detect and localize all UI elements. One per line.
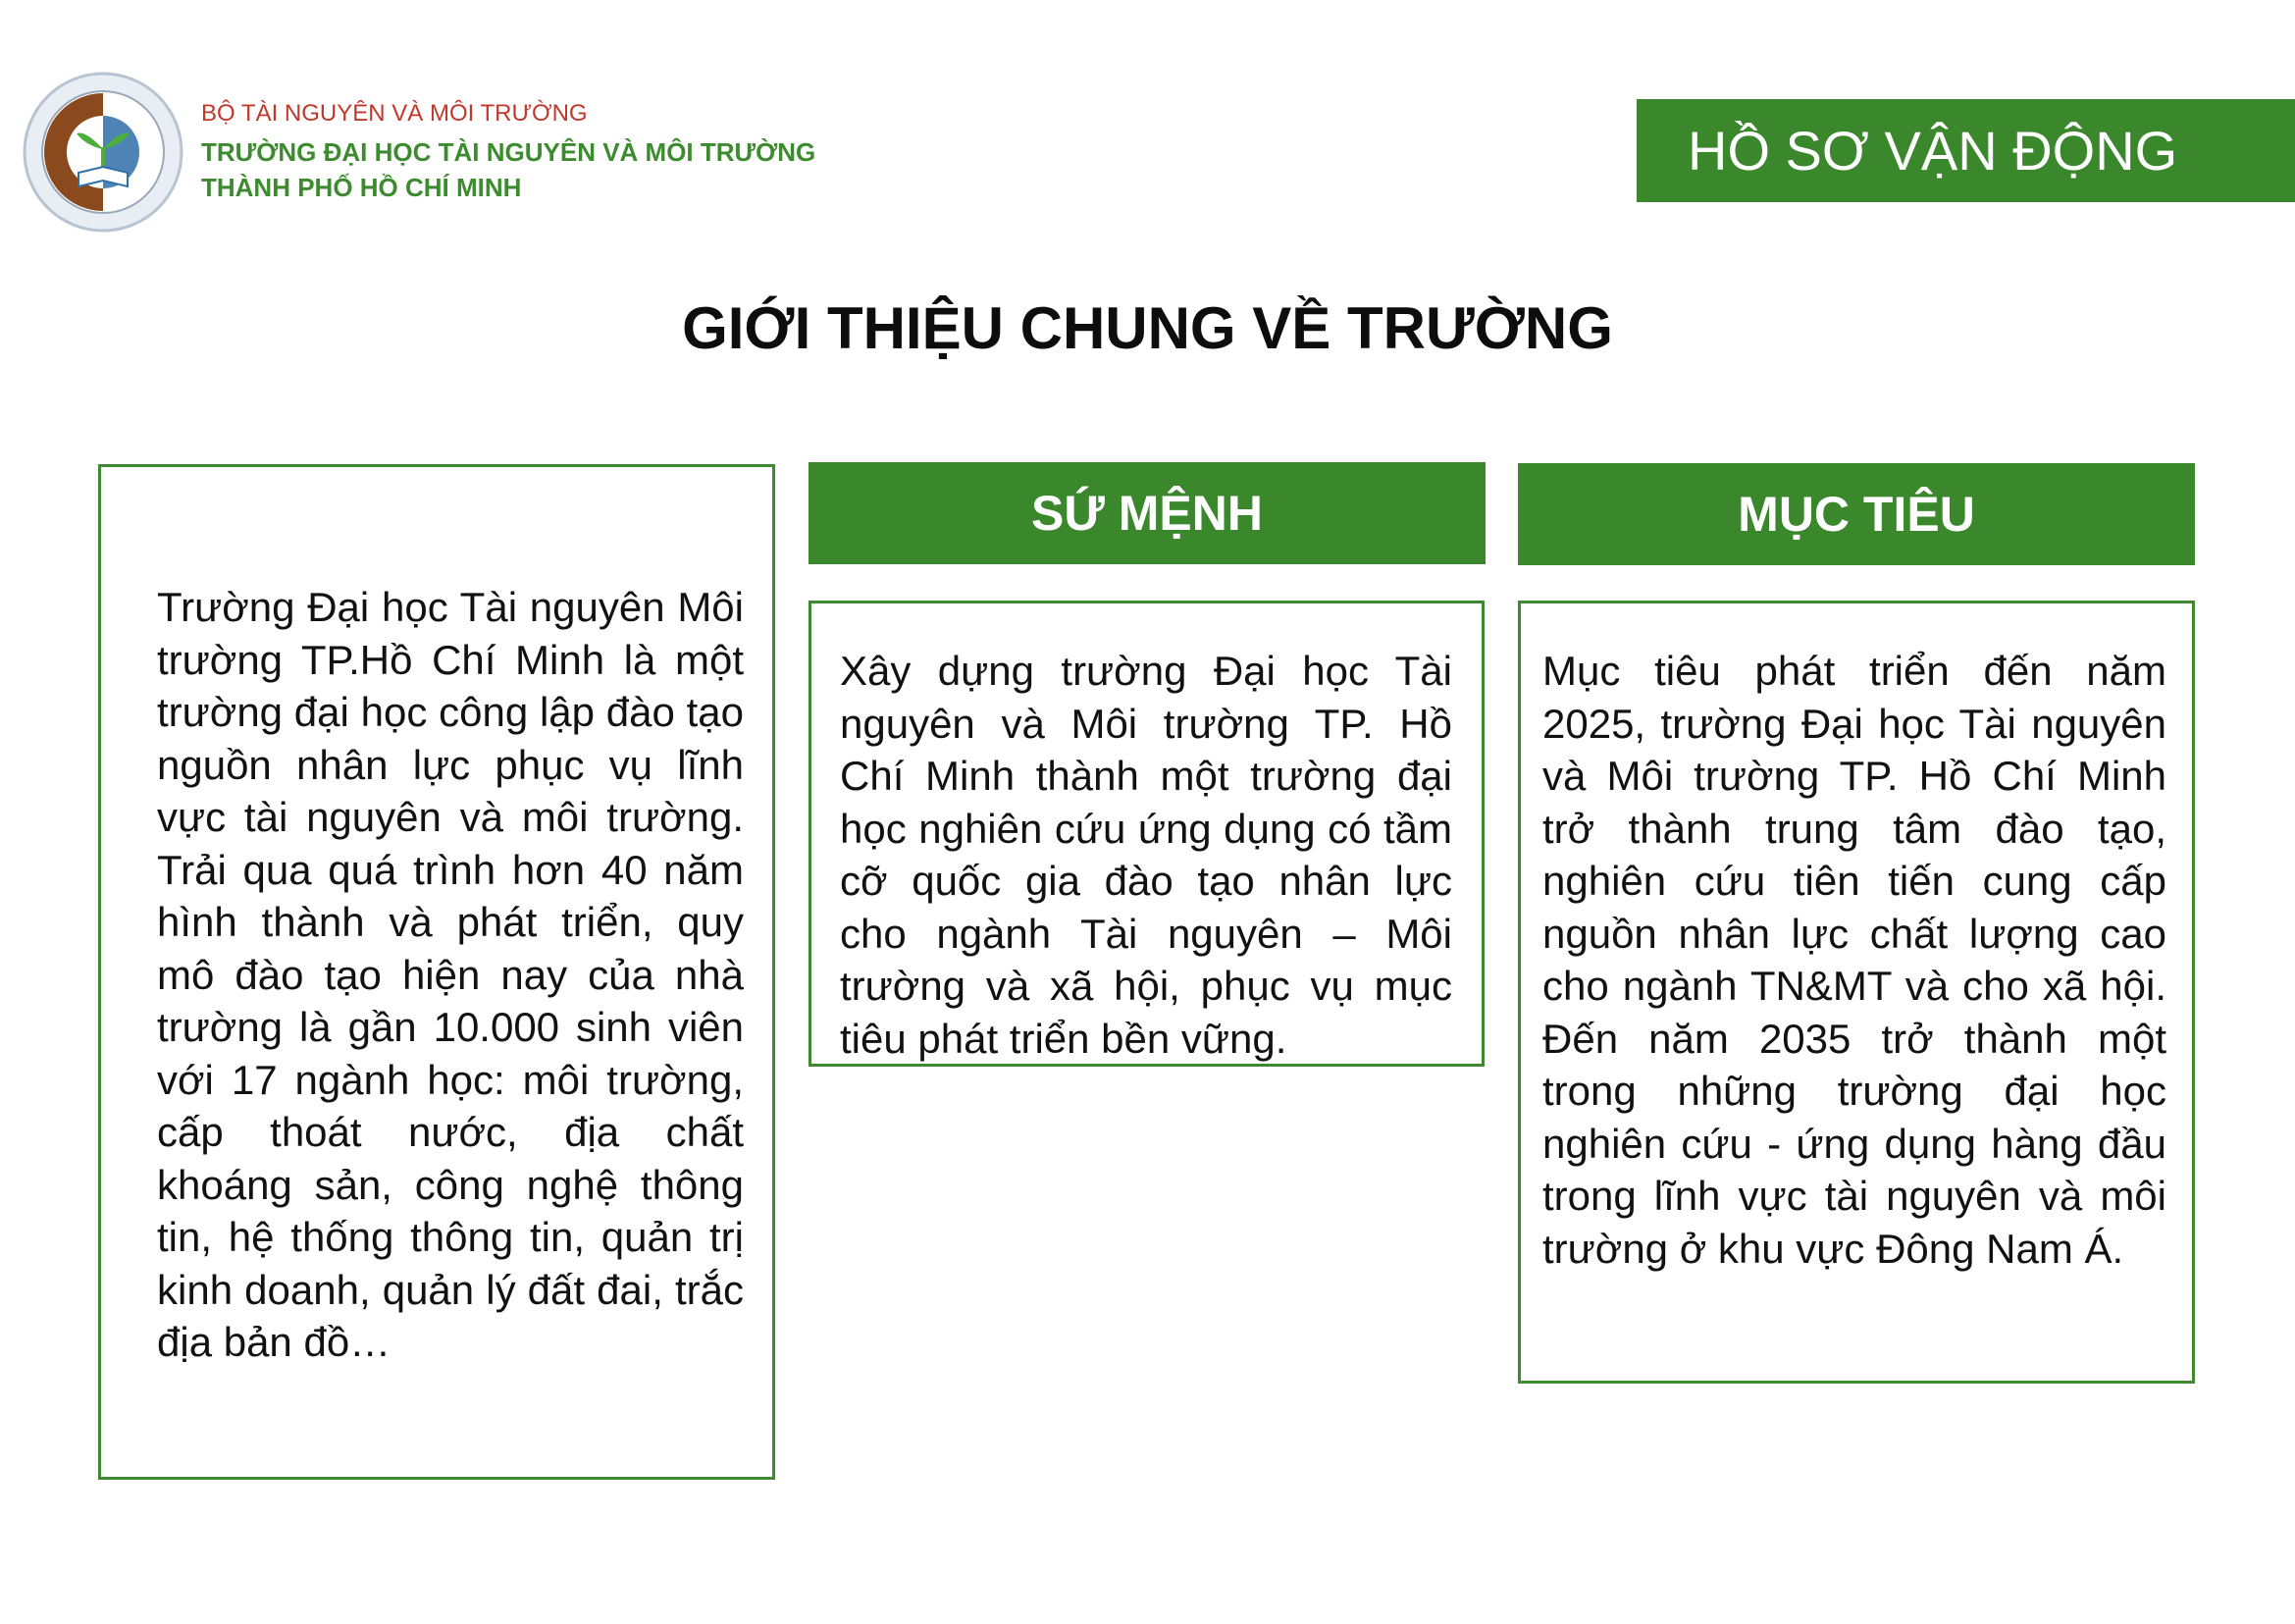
goals-text: Mục tiêu phát triển đến năm 2025, trường Đại học Tài nguyên và Môi trường TP. Hồ Chí Minh trở thành trung tâm đào tạo, nghiên cứu tiên tiến cung cấp nguồn nhân lực chất lượng cao cho ngành TN&MT và cho xã hội. Đến năm 2035 trở thành một trong những trường đại học nghiên cứu - ứng dụng hàng đầu trong lĩnh vực tài nguyên và môi trường ở khu vực Đông Nam Á. — [1542, 648, 2166, 1272]
intro-text: Trường Đại học Tài nguyên Môi trường TP.Hồ Chí Minh là một trường đại học công lập đào tạo nguồn nhân lực phục vụ lĩnh vực tài nguyên và môi trường. Trải qua quá trình hơn 40 năm hình thành và phát triển, quy mô đào tạo hiện nay của nhà trường là gần 10.000 sinh viên với 17 ngành học: môi trường, cấp thoát nước, địa chất khoáng sản, công nghệ thông tin, hệ thống thông tin, quản trị kinh doanh, quản lý đất đai, trắc địa bản đồ… — [157, 584, 744, 1365]
city-name: THÀNH PHỐ HỒ CHÍ MINH — [201, 173, 522, 202]
page-title: GIỚI THIỆU CHUNG VỀ TRƯỜNG — [682, 295, 1613, 361]
goals-heading: MỤC TIÊU — [1518, 463, 2195, 565]
mission-heading: SỨ MỆNH — [808, 462, 1486, 564]
ministry-name: BỘ TÀI NGUYÊN VÀ MÔI TRƯỜNG — [201, 100, 588, 127]
document-badge: HỒ SƠ VẬN ĐỘNG — [1637, 99, 2295, 202]
mission-text: Xây dựng trường Đại học Tài nguyên và Môi trường TP. Hồ Chí Minh thành một trường đại học nghiên cứu ứng dụng có tầm cỡ quốc gia đào tạo nhân lực cho ngành Tài nguyên – Môi trường và xã hội, phục vụ mục tiêu phát triển bền vững. — [840, 648, 1452, 1062]
university-name: TRƯỜNG ĐẠI HỌC TÀI NGUYÊN VÀ MÔI TRƯỜNG — [201, 137, 816, 167]
university-seal-logo — [22, 71, 184, 234]
